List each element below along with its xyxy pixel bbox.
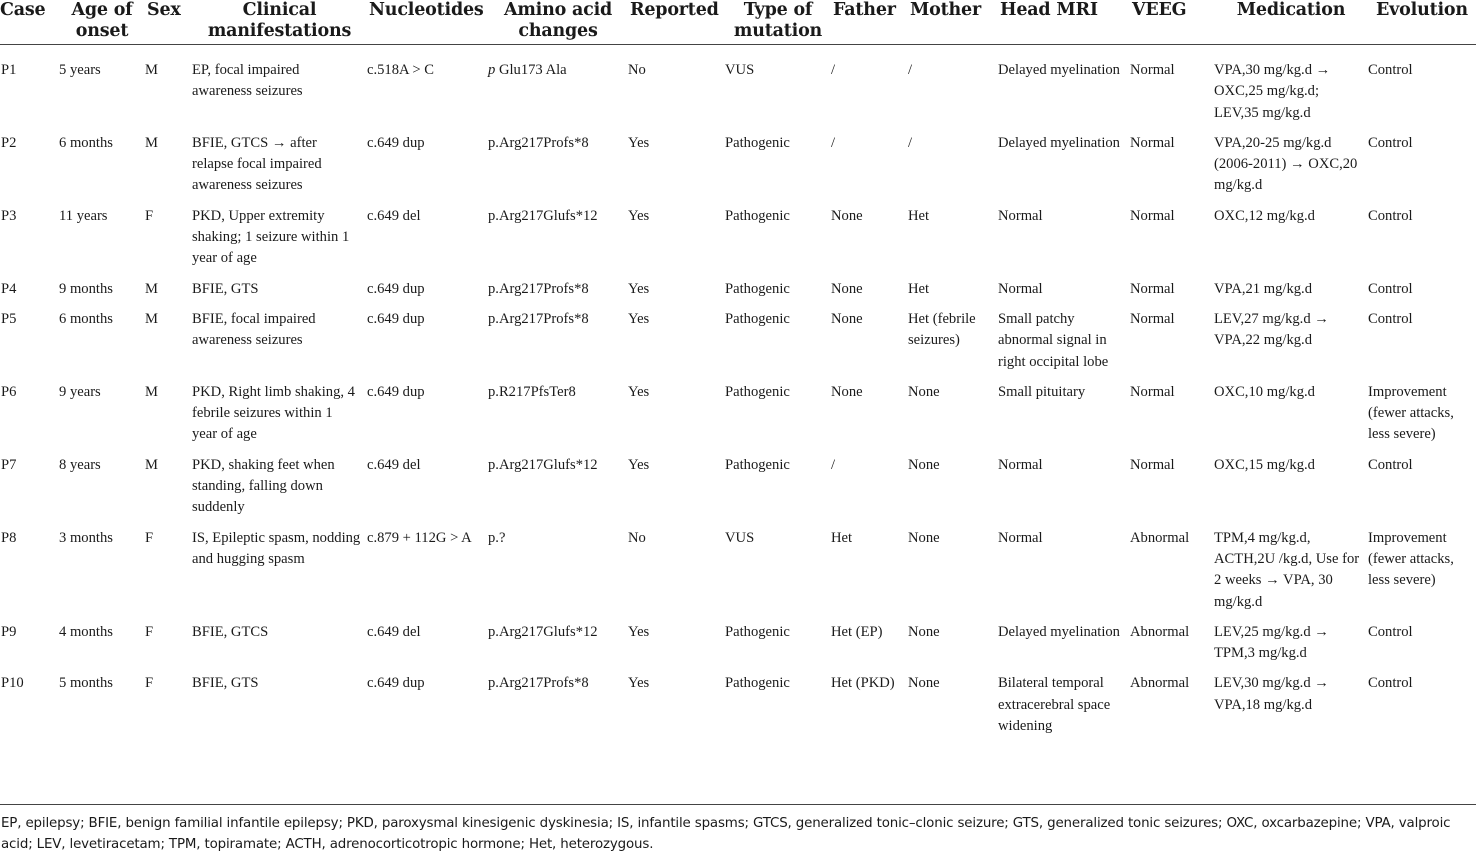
col-header-father: Father: [831, 0, 908, 45]
cell-father: None: [831, 310, 863, 327]
cell-amino-acid-changes: p.Arg217Profs*8: [488, 280, 589, 297]
cell-evolution: Control: [1368, 623, 1413, 640]
table-row: [0, 613, 1476, 665]
cell-type-of-mutation: Pathogenic: [725, 207, 790, 224]
cell-type-of-mutation: Pathogenic: [725, 134, 790, 151]
cell-nucleotides: c.879 + 112G > A: [367, 529, 472, 546]
cell-medication: VPA,30 mg/kg.d → OXC,25 mg/kg.d; LEV,35 mg/kg.d: [1214, 62, 1331, 121]
cell-mother: /: [908, 62, 913, 78]
cell-case: P2: [1, 134, 17, 151]
cell-head-mri: Small pituitary: [998, 383, 1086, 400]
cell-mother: None: [908, 456, 940, 473]
cell-age-of-onset: 8 years: [59, 456, 101, 473]
cell-type-of-mutation: VUS: [725, 62, 755, 78]
cell-case: P7: [1, 456, 17, 473]
cell-father: None: [831, 280, 863, 297]
col-header-case: Case: [0, 0, 59, 45]
col-header-head-mri: Head MRI: [998, 0, 1130, 45]
cell-reported: Yes: [628, 383, 650, 400]
cell-amino-acid-changes: p.Arg217Profs*8: [488, 675, 589, 692]
cell-mother: Het: [908, 207, 930, 224]
cell-sex: F: [145, 675, 154, 692]
cell-amino-acid-changes: p.Arg217Profs*8: [488, 134, 589, 151]
col-header-sex: Sex: [145, 0, 192, 45]
table-row: [0, 446, 1476, 519]
cell-evolution: Control: [1368, 675, 1413, 692]
cell-case: P3: [1, 207, 17, 224]
cell-age-of-onset: 5 years: [59, 62, 101, 78]
cell-type-of-mutation: Pathogenic: [725, 383, 790, 400]
cell-nucleotides: c.649 dup: [367, 280, 425, 297]
table-row: [0, 270, 1476, 300]
cell-mother: Het (febrile seizures): [908, 310, 976, 349]
cell-father: Het (EP): [831, 623, 883, 640]
amino-prefix: p: [488, 62, 496, 78]
cell-nucleotides: c.518A > C: [367, 62, 435, 78]
table-row: [0, 300, 1476, 373]
cell-clinical-manifestations: PKD, shaking feet when standing, falling down suddenly: [192, 456, 335, 516]
cell-sex: M: [145, 456, 158, 473]
cell-reported: No: [628, 529, 646, 546]
table-row: [0, 45, 1476, 124]
cell-evolution: Control: [1368, 62, 1413, 78]
table-row: [0, 664, 1476, 745]
cell-mother: None: [908, 383, 940, 400]
cell-case: P10: [1, 675, 24, 692]
cell-age-of-onset: 11 years: [59, 207, 108, 224]
cell-type-of-mutation: Pathogenic: [725, 280, 790, 297]
cell-father: Het (PKD): [831, 675, 895, 692]
cell-veeg: Normal: [1130, 280, 1175, 297]
amino-value: Glu173 Ala: [495, 62, 567, 78]
col-header-type-of-mutation: Type of mutation: [725, 0, 831, 45]
cell-veeg: Abnormal: [1130, 529, 1190, 546]
cell-medication: OXC,10 mg/kg.d: [1214, 383, 1315, 400]
cell-reported: No: [628, 62, 646, 78]
cell-medication: OXC,12 mg/kg.d: [1214, 207, 1315, 224]
cell-nucleotides: c.649 dup: [367, 675, 425, 692]
cell-evolution: Improvement (fewer attacks, less severe): [1368, 383, 1454, 443]
cell-age-of-onset: 3 months: [59, 529, 113, 546]
cell-head-mri: Bilateral temporal extracerebral space widening: [998, 675, 1111, 735]
cell-reported: Yes: [628, 207, 650, 224]
cell-amino-acid-changes: p.?: [488, 529, 506, 546]
cell-clinical-manifestations: BFIE, focal impaired awareness seizures: [192, 310, 316, 349]
cell-sex: M: [145, 310, 158, 327]
cell-case: P1: [1, 62, 17, 78]
cell-father: None: [831, 207, 863, 224]
table-footnote: EP, epilepsy; BFIE, benign familial infantile epilepsy; PKD, paroxysmal kinesigenic dyskinesia; IS, infantile spasms; GTCS, generalized tonic–clonic seizure; GTS, generalized tonic seizures; OXC, oxcarbazepine; VPA, valproic acid; LEV, levetiracetam; TPM, topiramate; ACTH, adrenocorticotropic hormone; Het, heterozygous.: [1, 816, 1451, 852]
cell-sex: M: [145, 280, 158, 297]
table-row: [0, 373, 1476, 446]
cell-clinical-manifestations: BFIE, GTS: [192, 675, 259, 692]
cell-head-mri: Normal: [998, 529, 1043, 546]
cell-father: Het: [831, 529, 853, 546]
cell-evolution: Control: [1368, 134, 1413, 151]
cell-head-mri: Normal: [998, 456, 1043, 473]
table-header-row: [0, 0, 1476, 45]
col-header-medication: Medication: [1214, 0, 1368, 45]
cell-father: /: [831, 62, 836, 78]
cell-clinical-manifestations: BFIE, GTCS: [192, 623, 269, 640]
cell-reported: Yes: [628, 623, 650, 640]
table-row: [0, 197, 1476, 270]
cell-case: P5: [1, 310, 17, 327]
cell-clinical-manifestations: BFIE, GTCS → after relapse focal impaired awareness seizures: [192, 134, 322, 194]
col-header-evolution: Evolution: [1368, 0, 1476, 45]
cell-age-of-onset: 6 months: [59, 310, 113, 327]
cell-nucleotides: c.649 del: [367, 207, 421, 224]
cell-father: /: [831, 456, 836, 473]
cell-evolution: Control: [1368, 280, 1413, 297]
col-header-amino-acid-changes: Amino acid changes: [488, 0, 628, 45]
cell-medication: OXC,15 mg/kg.d: [1214, 456, 1315, 473]
cell-reported: Yes: [628, 675, 650, 692]
cell-nucleotides: c.649 dup: [367, 134, 425, 151]
cell-amino-acid-changes: p.Arg217Profs*8: [488, 310, 589, 327]
cell-veeg: Normal: [1130, 310, 1175, 327]
cell-mother: None: [908, 675, 940, 692]
cell-veeg: Abnormal: [1130, 623, 1190, 640]
cell-evolution: Control: [1368, 310, 1413, 327]
cell-sex: M: [145, 134, 158, 151]
col-header-mother: Mother: [908, 0, 998, 45]
cell-sex: M: [145, 62, 158, 78]
cell-clinical-manifestations: IS, Epileptic spasm, nodding and hugging spasm: [192, 529, 361, 567]
cell-medication: LEV,27 mg/kg.d → VPA,22 mg/kg.d: [1214, 310, 1329, 349]
cell-medication: VPA,20-25 mg/kg.d (2006-2011) → OXC,20 mg/kg.d: [1214, 134, 1358, 194]
cell-age-of-onset: 6 months: [59, 134, 113, 151]
cell-amino-acid-changes: p.Arg217Glufs*12: [488, 456, 598, 473]
cell-head-mri: Normal: [998, 207, 1043, 224]
cell-age-of-onset: 9 years: [59, 383, 101, 400]
cell-clinical-manifestations: PKD, Upper extremity shaking; 1 seizure within 1 year of age: [192, 207, 350, 267]
cell-mother: /: [908, 134, 913, 151]
table-row: [0, 124, 1476, 197]
cell-case: P9: [1, 623, 17, 640]
cell-medication: VPA,21 mg/kg.d: [1214, 280, 1312, 297]
cell-sex: F: [145, 207, 154, 224]
cell-amino-acid-changes: [488, 45, 628, 124]
col-header-clinical-manifestations: Clinical manifestations: [192, 0, 367, 45]
cell-amino-acid-changes: p.Arg217Glufs*12: [488, 623, 598, 640]
cell-father: /: [831, 134, 836, 151]
cell-veeg: Normal: [1130, 62, 1175, 78]
cell-mother: None: [908, 623, 940, 640]
cell-head-mri: Small patchy abnormal signal in right occipital lobe: [998, 310, 1109, 370]
cell-mother: Het: [908, 280, 930, 297]
cell-medication: TPM,4 mg/kg.d, ACTH,2U /kg.d, Use for 2 weeks → VPA, 30 mg/kg.d: [1214, 529, 1360, 610]
table-bottom-rule: [0, 804, 1476, 805]
cell-head-mri: Delayed myelination: [998, 62, 1120, 78]
col-header-reported: Reported: [628, 0, 725, 45]
cell-medication: LEV,30 mg/kg.d → VPA,18 mg/kg.d: [1214, 675, 1329, 713]
cell-mother: None: [908, 529, 940, 546]
cell-father: None: [831, 383, 863, 400]
cell-sex: M: [145, 383, 158, 400]
cell-reported: Yes: [628, 310, 650, 327]
table-body: [0, 45, 1476, 746]
cell-age-of-onset: 4 months: [59, 623, 113, 640]
col-header-age-of-onset: Age of onset: [59, 0, 145, 45]
cell-type-of-mutation: Pathogenic: [725, 623, 790, 640]
cell-head-mri: Delayed myelination: [998, 134, 1120, 151]
cell-head-mri: Normal: [998, 280, 1043, 297]
cell-amino-acid-changes: p.Arg217Glufs*12: [488, 207, 598, 224]
cell-case: P8: [1, 529, 17, 546]
cell-sex: F: [145, 623, 154, 640]
cell-type-of-mutation: Pathogenic: [725, 310, 790, 327]
cell-clinical-manifestations: EP, focal impaired awareness seizures: [192, 62, 303, 100]
cell-type-of-mutation: Pathogenic: [725, 675, 790, 692]
cell-veeg: Normal: [1130, 207, 1175, 224]
col-header-veeg: VEEG: [1130, 0, 1214, 45]
cell-age-of-onset: 5 months: [59, 675, 113, 692]
table-row: [0, 519, 1476, 613]
cell-veeg: Abnormal: [1130, 675, 1190, 692]
cell-reported: Yes: [628, 280, 650, 297]
cell-sex: F: [145, 529, 154, 546]
cell-veeg: Normal: [1130, 456, 1175, 473]
cell-type-of-mutation: Pathogenic: [725, 456, 790, 473]
col-header-nucleotides: Nucleotides: [367, 0, 488, 45]
cell-case: P6: [1, 383, 17, 400]
cell-nucleotides: c.649 del: [367, 623, 421, 640]
cell-medication: LEV,25 mg/kg.d → TPM,3 mg/kg.d: [1214, 623, 1329, 662]
cell-evolution: Improvement (fewer attacks, less severe): [1368, 529, 1454, 589]
cell-veeg: Normal: [1130, 383, 1175, 400]
cell-veeg: Normal: [1130, 134, 1175, 151]
cell-nucleotides: c.649 dup: [367, 310, 425, 327]
cell-type-of-mutation: VUS: [725, 529, 755, 546]
cell-reported: Yes: [628, 134, 650, 151]
cell-nucleotides: c.649 del: [367, 456, 421, 473]
cell-case: P4: [1, 280, 17, 297]
cell-head-mri: Delayed myelination: [998, 623, 1120, 640]
cell-amino-acid-changes: p.R217PfsTer8: [488, 383, 576, 400]
cell-evolution: Control: [1368, 456, 1413, 473]
cell-nucleotides: c.649 dup: [367, 383, 425, 400]
cell-clinical-manifestations: PKD, Right limb shaking, 4 febrile seizures within 1 year of age: [192, 383, 355, 443]
cell-evolution: Control: [1368, 207, 1413, 224]
cell-reported: Yes: [628, 456, 650, 473]
cell-age-of-onset: 9 months: [59, 280, 113, 297]
cell-clinical-manifestations: BFIE, GTS: [192, 280, 259, 297]
